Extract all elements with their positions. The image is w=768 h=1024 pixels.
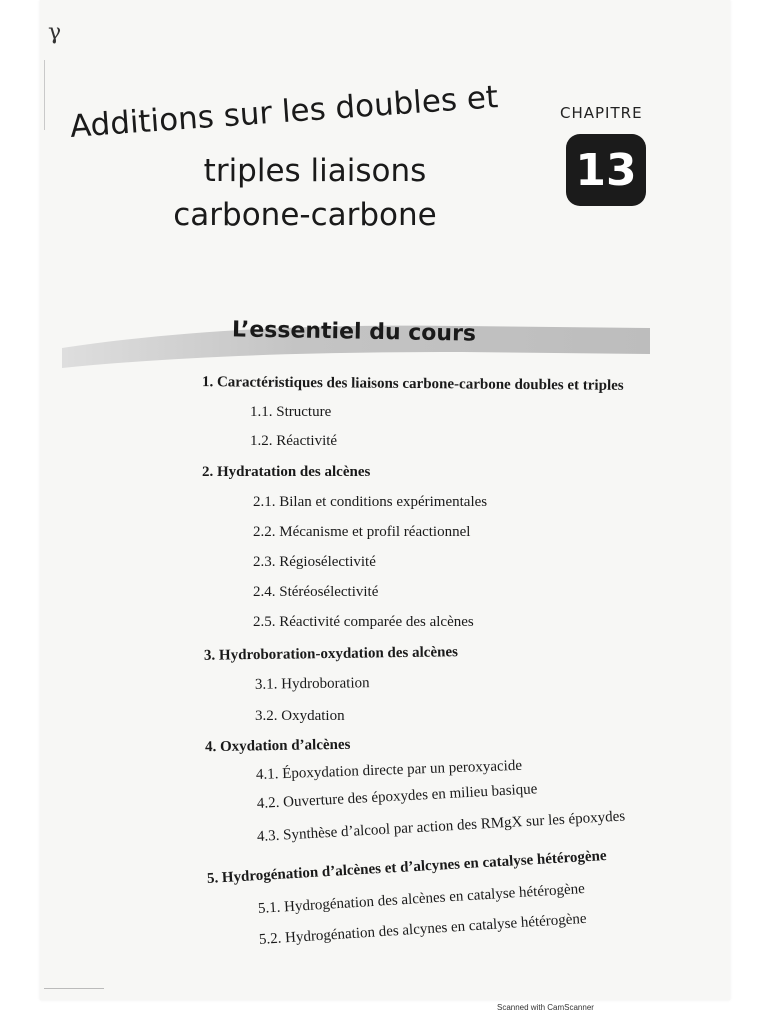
toc-section-1: 1. Caractéristiques des liaisons carbone-carbone doubles et triples bbox=[201, 374, 624, 394]
banner-title: L’essentiel du cours bbox=[231, 317, 477, 347]
chapter-title-line-1: Additions sur les doubles et bbox=[68, 79, 500, 145]
chapter-number-badge: 13 bbox=[566, 134, 646, 206]
page-edge-line-bottom bbox=[44, 988, 104, 989]
toc-item: 3.2. Oxydation bbox=[255, 708, 345, 724]
toc-item: 1.2. Réactivité bbox=[250, 433, 338, 449]
toc-item: 5.2. Hydrogénation des alcynes en catalyse hétérogène bbox=[258, 910, 588, 948]
toc-item: 4.2. Ouverture des époxydes en milieu basique bbox=[256, 781, 538, 812]
chapter-title-line-2: triples liaisons bbox=[203, 153, 427, 189]
chapter-title-line-3: carbone-carbone bbox=[173, 197, 437, 233]
section-banner bbox=[62, 317, 652, 370]
toc-item: 1.1. Structure bbox=[250, 404, 332, 420]
toc-item: 4.3. Synthèse d’alcool par action des RMgX sur les époxydes bbox=[256, 808, 626, 845]
toc-item: 2.2. Mécanisme et profil réactionnel bbox=[253, 524, 471, 540]
toc-item: 3.1. Hydroboration bbox=[254, 675, 370, 693]
page-edge-line bbox=[44, 60, 45, 130]
toc-item: 2.4. Stéréosélectivité bbox=[253, 584, 379, 600]
corner-mark: γ bbox=[48, 20, 62, 45]
toc-section-3: 3. Hydroboration-oxydation des alcènes bbox=[203, 644, 458, 664]
chapter-title bbox=[68, 79, 540, 237]
toc-item: 5.1. Hydrogénation des alcènes en catalyse hétérogène bbox=[257, 881, 586, 917]
toc-item: 4.1. Époxydation directe par un peroxyacide bbox=[255, 757, 523, 783]
toc-section-2: 2. Hydratation des alcènes bbox=[202, 464, 371, 480]
toc-item: 2.5. Réactivité comparée des alcènes bbox=[253, 614, 474, 630]
toc-section-4: 4. Oxydation d’alcènes bbox=[204, 736, 351, 756]
toc-section-5: 5. Hydrogénation d’alcènes et d’alcynes en catalyse hétérogène bbox=[206, 847, 608, 887]
toc-item: 2.1. Bilan et conditions expérimentales bbox=[253, 494, 488, 510]
chapter-label: CHAPITRE bbox=[560, 104, 643, 122]
scanner-watermark: Scanned with CamScanner bbox=[497, 1003, 594, 1012]
toc-item: 2.3. Régiosélectivité bbox=[253, 554, 376, 570]
